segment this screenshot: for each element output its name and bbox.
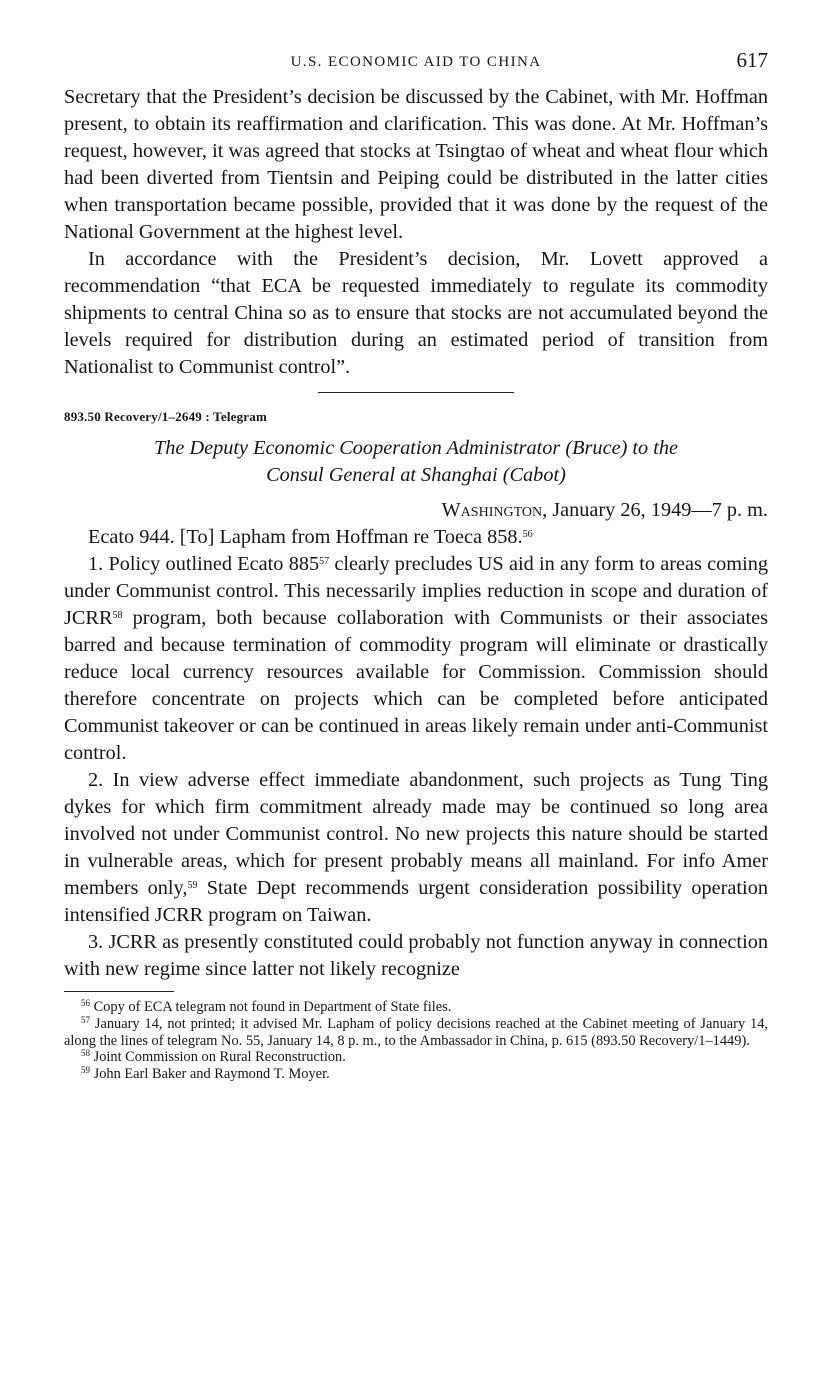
footnotes — [64, 999, 768, 1083]
footnote-text: Joint Commission on Rural Reconstruction. — [90, 1049, 346, 1066]
telegram-intro — [64, 524, 768, 551]
footnote-marker: 57 — [81, 1014, 90, 1025]
footnote-ref-59: 59 — [187, 880, 198, 891]
footnote-ref-58: 58 — [112, 610, 123, 621]
telegram-item-2 — [64, 767, 768, 929]
item-2-text-a: 2. In view adverse effect immediate abandonment, such projects as Tung Ting dykes for which firm commitment already made may be continued so long area involved not under Communist control. No new projects this nature should be started in vulnerable areas, which for present probably means all mainland. For info Amer members only, — [64, 769, 768, 899]
footnote-ref-56: 56 — [522, 529, 533, 540]
file-reference: 893.50 Recovery/1–2649 : Telegram — [64, 409, 268, 424]
footnote-text: January 14, not printed; it advised Mr. Lapham of policy decisions reached at the Cabinet meeting of January 14, along the lines of telegram No. 55, January 14, 8 p. m., to the Ambassador in China, p. 615 (893.50 Recovery/1–1449). — [64, 1015, 768, 1049]
footnote-text: John Earl Baker and Raymond T. Moyer. — [90, 1066, 330, 1083]
item-1-text-b: clearly precludes US aid in any form to areas coming under Communist control. This necessarily implies reduction in scope and duration of JCRR — [64, 553, 768, 629]
footnote-text: Copy of ECA telegram not found in Department of State files. — [90, 999, 452, 1015]
document-title-line-1: The Deputy Economic Cooperation Administrator (Bruce) to the — [153, 437, 679, 459]
telegram-intro-text: Ecato 944. [To] Lapham from Hoffman re Toeca 858. — [88, 526, 523, 548]
dateline-date: , January 26, 1949—7 p. m. — [542, 499, 768, 521]
page-number: 617 — [736, 48, 768, 72]
item-1-text-c: program, both because collaboration with Communists or their associates barred and because termination of commodity program will eliminate or drastically reduce local currency resources available for Commission. Commission should therefore concentrate on projects which can be completed before anticipated Communist takeover or can be continued in areas likely remain under anti-Communist control. — [64, 607, 768, 764]
paragraph-continued: Secretary that the President’s decision be discussed by the Cabinet, with Mr. Hoffman present, to obtain its reaffirmation and clarification. This was done. At Mr. Hoffman’s request, however, it was agreed that stocks at Tsingtao of wheat and wheat flour which had been diverted from Tientsin and Peiping could be distributed in the latter cities when transportation became possible, provided that it was done by the request of the National Government at the highest level. — [64, 86, 768, 243]
paragraph-lovett-recommendation: In accordance with the President’s decision, Mr. Lovett approved a recommendation “that ECA be requested immediately to regulate its commodity shipments to central China so as to ensure that stocks are not accumulated beyond the levels required for distribution during an estimated period of transition from Nationalist to Communist control”. — [64, 248, 768, 378]
telegram-item-1 — [64, 551, 768, 767]
footnote-marker: 58 — [81, 1048, 90, 1059]
footnote-58 — [64, 1049, 768, 1066]
footnote-divider — [64, 991, 174, 992]
document-page — [64, 44, 768, 1083]
dateline — [64, 497, 768, 524]
footnote-ref-57: 57 — [319, 556, 330, 567]
item-2-text-b: State Dept recommends urgent consideration possibility operation intensified JCRR program on Taiwan. — [64, 877, 768, 926]
footnote-marker: 59 — [81, 1065, 90, 1076]
footnote-marker: 56 — [81, 998, 90, 1008]
footnote-59 — [64, 1066, 768, 1083]
footnote-56 — [64, 999, 768, 1016]
dateline-place: Washington — [441, 499, 543, 521]
running-head: U.S. ECONOMIC AID TO CHINA — [290, 54, 542, 70]
item-1-text-a: 1. Policy outlined Ecato 885 — [88, 553, 320, 575]
telegram-item-3: 3. JCRR as presently constituted could probably not function anyway in connection with new regime since latter not likely recognize — [64, 931, 768, 980]
section-divider — [318, 392, 514, 393]
footnote-57 — [64, 1016, 768, 1050]
document-title-line-2: Consul General at Shanghai (Cabot) — [266, 464, 566, 486]
page-header — [64, 44, 768, 84]
document-title — [64, 435, 768, 489]
